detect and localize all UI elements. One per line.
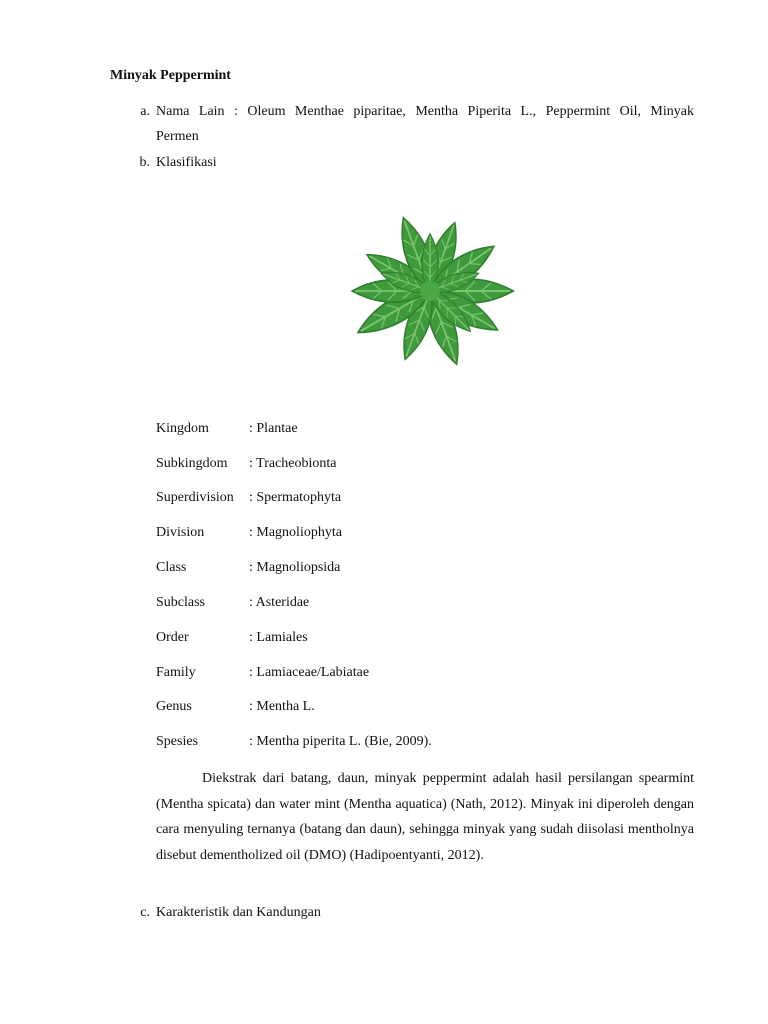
nama-lain-line-1: Nama Lain : Oleum Menthae piparitae, Mentha Piperita L., Peppermint Oil, Minyak <box>156 104 694 119</box>
peppermint-leaves-image <box>312 190 548 392</box>
list-marker-c: c. <box>140 905 150 920</box>
rank-label: Genus <box>156 699 192 714</box>
table-row <box>156 490 556 510</box>
table-row <box>156 456 556 476</box>
list-item-nama-lain <box>156 99 694 149</box>
table-row <box>156 665 556 685</box>
rank-value: : Mentha L. <box>249 699 315 714</box>
table-row <box>156 630 556 650</box>
rank-value: : Spermatophyta <box>249 490 342 505</box>
list-marker-a: a. <box>140 104 150 119</box>
description-paragraph <box>156 766 694 868</box>
nama-lain-line-2: Permen <box>156 129 199 144</box>
table-row <box>156 560 556 580</box>
rank-value: : Tracheobionta <box>249 456 337 471</box>
rank-value: : Magnoliopsida <box>249 560 341 575</box>
rank-value: : Mentha piperita L. (Bie, 2009). <box>249 734 432 749</box>
rank-label: Order <box>156 630 189 645</box>
rank-value: : Lamiaceae/Labiatae <box>249 665 370 680</box>
rank-label: Spesies <box>156 734 198 749</box>
list-item-klasifikasi: Klasifikasi <box>156 155 217 170</box>
rank-value: : Asteridae <box>249 595 310 610</box>
table-row <box>156 595 556 615</box>
table-row <box>156 421 556 441</box>
rank-label: Superdivision <box>156 490 234 505</box>
rank-label: Kingdom <box>156 421 209 436</box>
rank-value: : Lamiales <box>249 630 308 645</box>
rank-label: Family <box>156 665 196 680</box>
rank-value: : Plantae <box>249 421 298 436</box>
table-row <box>156 525 556 545</box>
rank-value: : Magnoliophyta <box>249 525 342 540</box>
list-item-karakteristik: Karakteristik dan Kandungan <box>156 905 321 920</box>
page-title: Minyak Peppermint <box>110 68 231 83</box>
rank-label: Division <box>156 525 205 540</box>
description-text: Diekstrak dari batang, daun, minyak peppermint adalah hasil persilangan spearmint (Mentha spicata) dan water mint (Mentha aquatica) (Nath, 2012). Minyak ini diperoleh dengan cara menyuling ternanya (batang dan daun), sehingga minyak yang sudah diisolasi mentholnya disebut dementholized oil (DMO) (Hadipoentyanti, 2012). <box>156 771 694 863</box>
rank-label: Subkingdom <box>156 456 228 471</box>
table-row <box>156 734 556 754</box>
list-marker-b: b. <box>139 155 150 170</box>
rank-label: Class <box>156 560 187 575</box>
table-row <box>156 699 556 719</box>
rank-label: Subclass <box>156 595 205 610</box>
